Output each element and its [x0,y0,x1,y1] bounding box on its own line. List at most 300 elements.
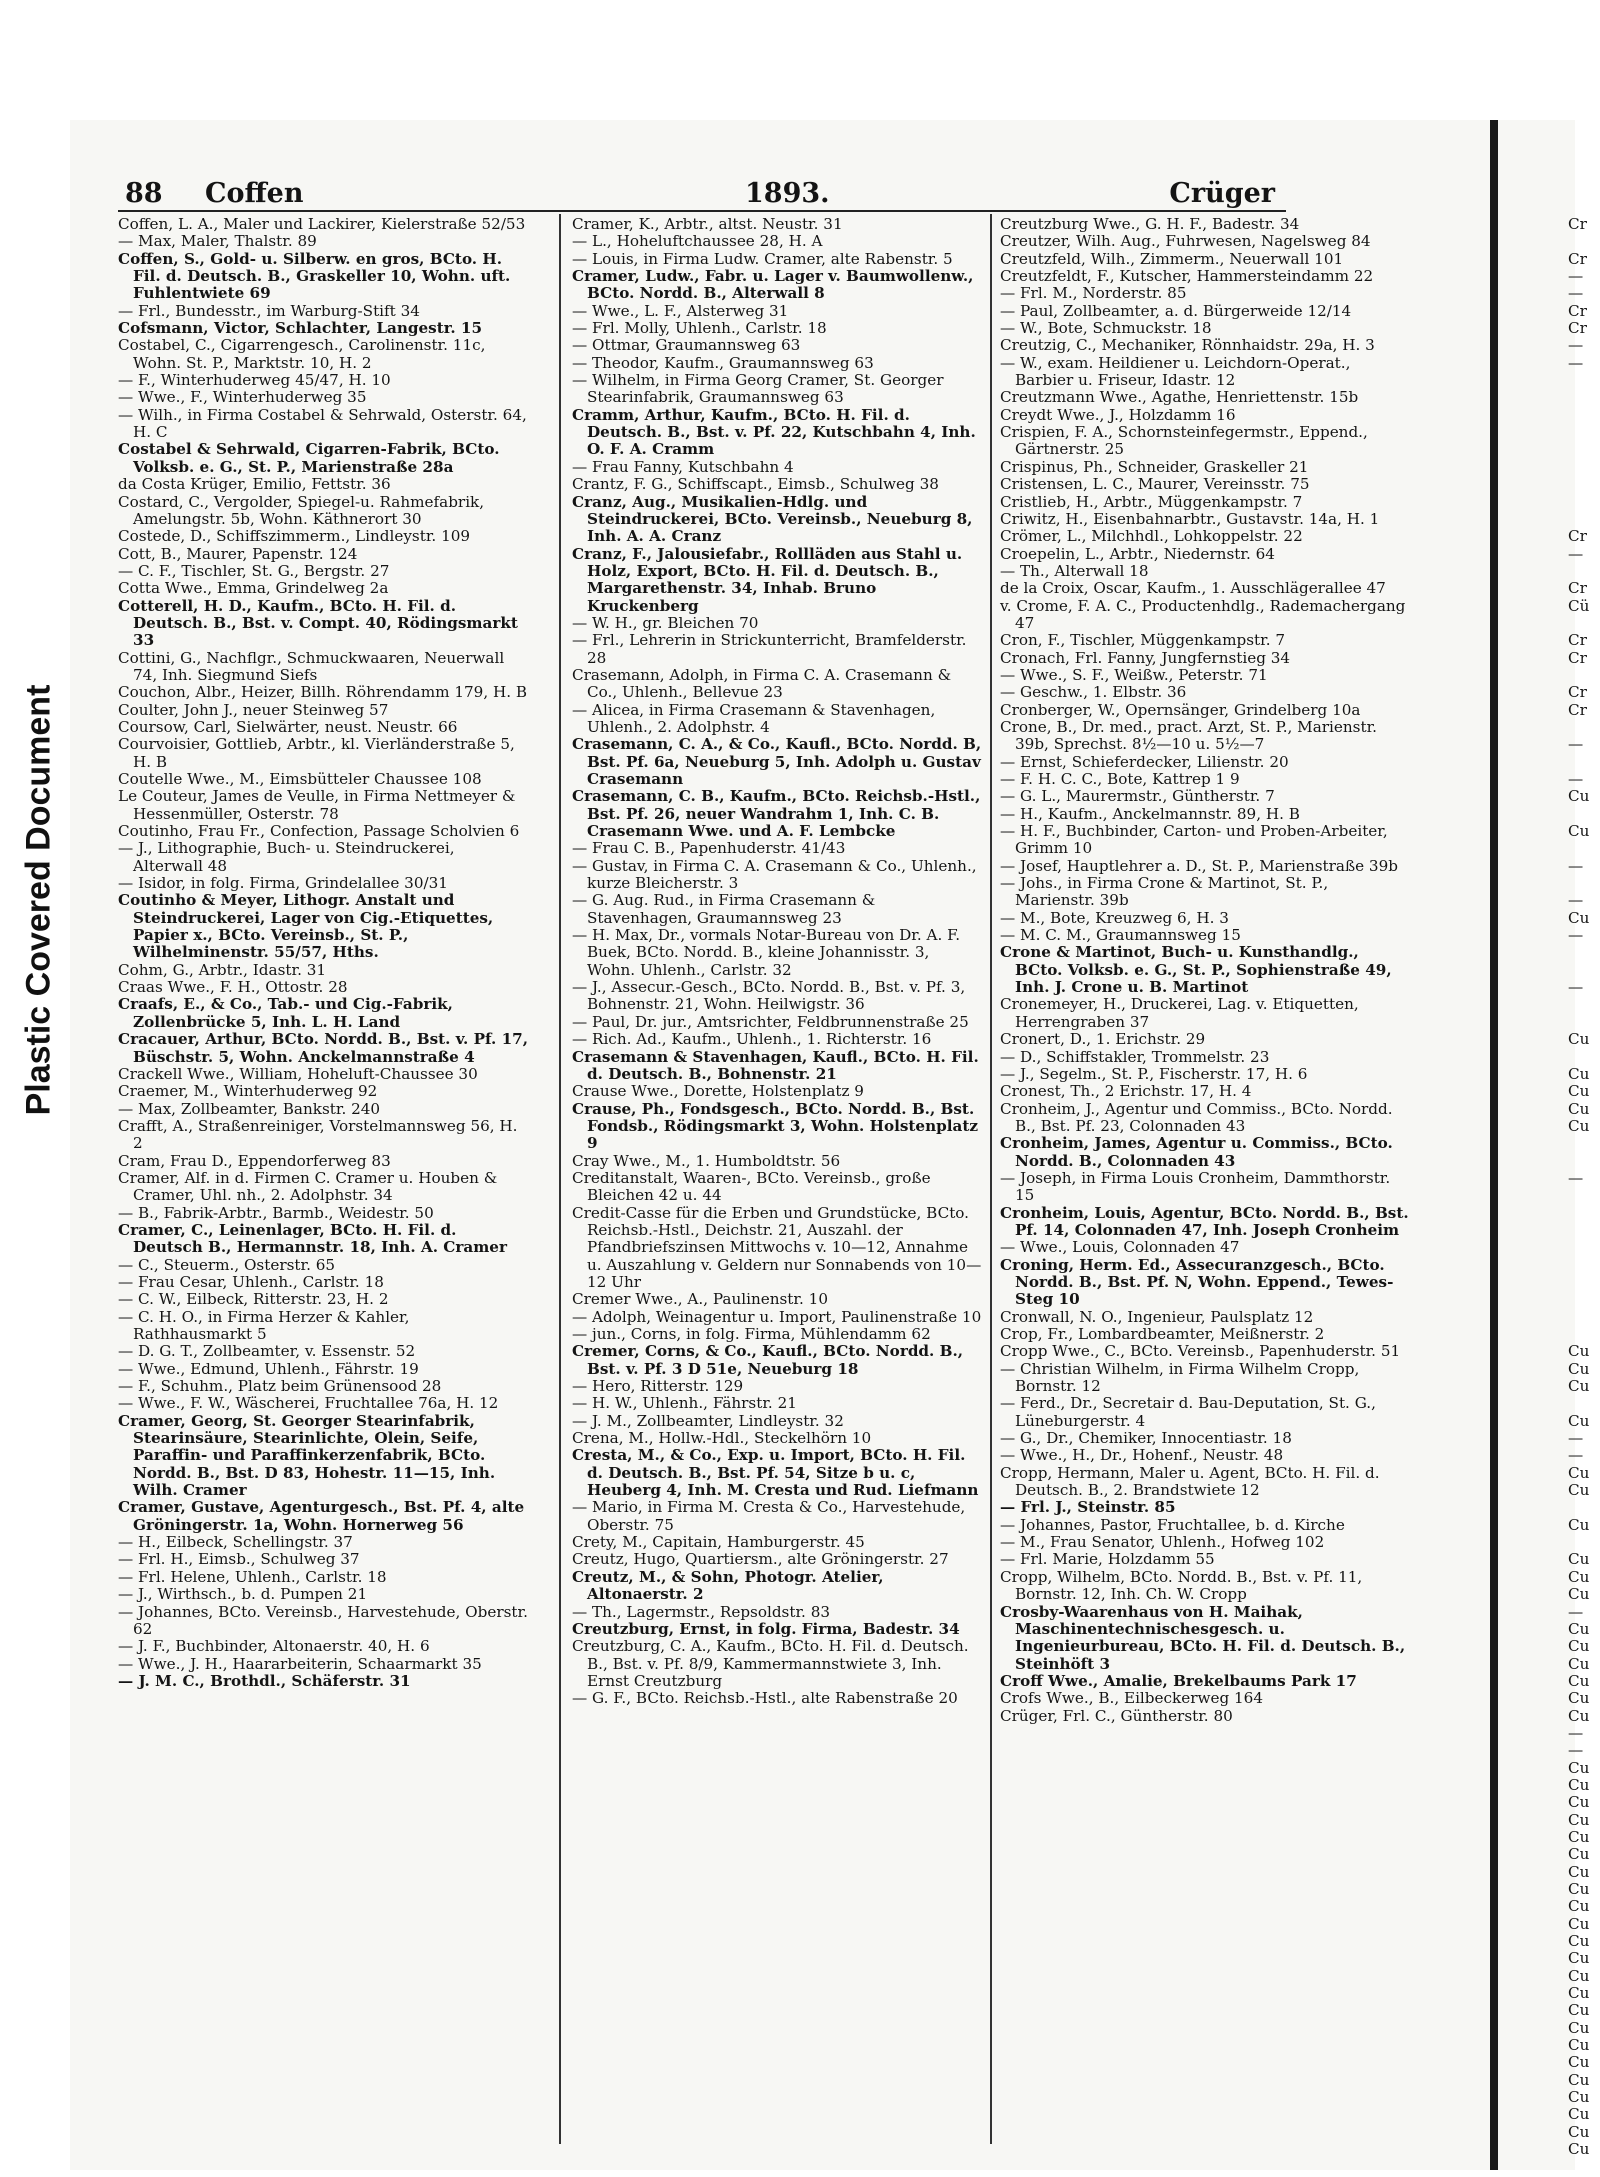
strip-fragment: Cu [1568,1775,1590,1794]
directory-entry: Cronwall, N. O., Ingenieur, Paulsplatz 12 [1000,1307,1314,1326]
strip-fragment: Cu [1568,2053,1590,2072]
strip-fragment: Cu [1568,1411,1590,1430]
strip-fragment [1568,1187,1600,1204]
strip-fragment [1568,962,1600,979]
strip-fragment [1568,1014,1600,1031]
directory-entry: — H. Max, Dr., vormals Notar-Bureau von Dr. A. F. Buek, BCto. Nordd. B., kleine Johannisstr. 3, Wohn. Uhlenh., Carlstr. 32 [572,926,961,979]
directory-entry: Crafft, A., Straßenreiniger, Vorstelmannsweg 56, H. 2 [118,1116,518,1153]
strip-fragment: Cu [1568,1359,1590,1378]
directory-entry: Credit-Casse für die Erben und Grundstücke, BCto. Reichsb.-Hstl., Deichstr. 21, Auszahl. der Pfandbriefszinsen Mittwochs v. 10—12, Annahme u. Auszahlung v. Geldern nur Sonnabends von 10—12 Uhr [572,1203,982,1291]
directory-entry: Le Couteur, James de Veulle, in Firma Nettmeyer & Hessenmüller, Osterstr. 78 [118,787,516,823]
directory-entry: — Wwe., Edmund, Uhlenh., Fährstr. 19 [118,1359,419,1378]
directory-entry: Cron, F., Tischler, Müggenkampstr. 7 [1000,631,1286,650]
directory-entry: Craas Wwe., F. H., Ottostr. 28 [118,978,348,997]
keyword-left: Coffen [205,178,304,209]
strip-fragment: Cr [1568,249,1587,268]
directory-entry: Coulter, John J., neuer Steinweg 57 [118,700,389,719]
directory-entry: Crosby-Waarenhaus von H. Maihak, Maschinentechnischesgesch. u. Ingenieurbureau, BCto. H. Fil. d. Deutsch. B., Steinhöft 3 [1000,1602,1406,1673]
strip-fragment: — [1568,1602,1584,1621]
strip-fragment [1568,667,1600,684]
directory-entry: — D. G. T., Zollbeamter, v. Essenstr. 52 [118,1342,416,1361]
directory-entry: Cramer, Georg, St. Georger Stearinfabrik, Stearinsäure, Stearinlichte, Olein, Seife, Paraffin- und Paraffinkerzenfabrik, BCto. Nordd. B., Bst. D 83, Hohestr. 11—15, Inh. Wilh. Cramer [118,1411,496,1500]
strip-fragment: — [1568,926,1584,945]
directory-entry: Crofs Wwe., B., Eilbeckerweg 164 [1000,1689,1263,1708]
directory-entry: — Adolph, Weinagentur u. Import, Paulinenstraße 10 [572,1307,982,1326]
directory-entry: Cramer, Gustave, Agenturgesch., Bst. Pf. 4, alte Gröningerstr. 1a, Wohn. Hornerweg 56 [118,1498,525,1534]
strip-fragment: Cu [1568,2140,1590,2159]
directory-entry: Cofsmann, Victor, Schlachter, Langestr. 15 [118,319,483,338]
directory-entry: — Theodor, Kaufm., Graumannsweg 63 [572,353,874,372]
directory-entry: Cotta Wwe., Emma, Grindelweg 2a [118,579,389,598]
directory-entry: Creditanstalt, Waaren-, BCto. Vereinsb., große Bleichen 42 u. 44 [572,1168,931,1205]
strip-fragment [1568,424,1600,441]
directory-entry: — Alicea, in Firma Crasemann & Stavenhagen, Uhlenh., 2. Adolphstr. 4 [572,700,936,736]
strip-fragment: — [1568,544,1584,563]
strip-fragment [1568,1049,1600,1066]
strip-fragment: Cr [1568,319,1587,338]
directory-entry: — Johs., in Firma Crone & Martinot, St. P., Marienstr. 39b [1000,874,1329,910]
strip-fragment: Cu [1568,1099,1590,1118]
strip-fragment: Cu [1568,1116,1590,1135]
directory-entry: Cropp, Hermann, Maler u. Agent, BCto. H. Fil. d. Deutsch. B., 2. Brandstwiete 12 [1000,1463,1380,1500]
directory-entry: Coffen, L. A., Maler und Lackirer, Kielerstraße 52/53 [118,215,526,233]
strip-fragment: Cu [1568,2088,1590,2107]
strip-fragment: Cu [1568,1064,1590,1083]
directory-entry: — Frau C. B., Papenhuderstr. 41/43 [572,839,846,858]
directory-entry: — Johannes, BCto. Vereinsb., Harvestehudе, Oberstr. 62 [118,1602,528,1638]
directory-entry: — Frl., Lehrerin in Strickunterricht, Bramfelderstr. 28 [572,631,967,667]
directory-entry: — Frl., Bundesstr., im Warburg-Stift 34 [118,301,420,320]
strip-fragment [1568,1309,1600,1326]
strip-fragment: — [1568,267,1584,286]
strip-fragment: — [1568,1741,1584,1760]
strip-fragment: — [1568,336,1584,355]
directory-entry: Creutz, Hugo, Quartiersm., alte Gröningerstr. 27 [572,1550,949,1569]
strip-fragment: Cu [1568,1481,1590,1500]
strip-fragment [1568,494,1600,511]
directory-entry: Cray Wwe., M., 1. Humboldtstr. 56 [572,1151,841,1170]
directory-entry: — H. F., Buchbinder, Carton- und Proben-Arbeiter, Grimm 10 [1000,822,1388,858]
directory-entry: Creutzer, Wilh. Aug., Fuhrwesen, Nagelsweg 84 [1000,232,1371,251]
strip-fragment [1568,996,1600,1013]
directory-entry: Coffen, S., Gold- u. Silberw. en gros, BCto. H. Fil. d. Deutsch. B., Graskeller 10, Wohn. uft. Fuhlentwiete 69 [118,249,511,303]
strip-fragment: Cr [1568,215,1587,233]
directory-entry: Cohm, G., Arbtr., Idastr. 31 [118,960,327,979]
directory-entry: — Paul, Zollbeamter, a. d. Bürgerweide 12/14 [1000,301,1352,320]
strip-fragment: — [1568,735,1584,754]
strip-fragment [1568,441,1600,458]
strip-fragment: Cu [1568,2036,1590,2055]
directory-entry: Creutz, M., & Sohn, Photogr. Atelier, Altonaerstr. 2 [572,1567,884,1604]
directory-entry: Cremer, Corns, & Co., Kaufl., BCto. Nordd. B., Bst. v. Pf. 3 D 51e, Neueburg 18 [572,1342,964,1378]
strip-fragment [1568,459,1600,476]
directory-entry: Crantz, F. G., Schiffscapt., Eimsb., Schulweg 38 [572,475,939,494]
page-number: 88 [125,178,163,209]
directory-entry: — Rich. Ad., Kaufm., Uhlenh., 1. Richterstr. 16 [572,1030,932,1049]
strip-fragment [1568,1534,1600,1551]
directory-entry: Cristlieb, H., Arbtr., Müggenkampstr. 7 [1000,492,1303,511]
strip-fragment: Cu [1568,1827,1590,1846]
strip-fragment: Cr [1568,683,1587,702]
directory-entry: Croning, Herm. Ed., Assecuranzgesch., BCto. Nordd. B., Bst. Pf. N, Wohn. Eppend., Tewes-Steg 10 [1000,1255,1394,1309]
directory-entry: Cramer, Ludw., Fabr. u. Lager v. Baumwollenw., BCto. Nordd. B., Alterwall 8 [572,267,974,303]
directory-entry: Creutzmann Wwe., Agathe, Henriettenstr. 15b [1000,388,1359,407]
directory-entry: — Th., Lagermstr., Repsoldstr. 83 [572,1602,831,1621]
directory-entry: Cottini, G., Nachflgr., Schmuckwaaren, Neuerwall 74, Inh. Siegmund Siefs [118,648,505,684]
directory-entry: — Gustav, in Firma C. A. Crasemann & Co., Uhlenh., kurze Bleicherstr. 3 [572,856,977,893]
directory-entry: Couchon, Albr., Heizer, Billh. Röhrendamm 179, H. B [118,683,528,702]
strip-fragment [1568,1135,1600,1152]
strip-fragment: Cr [1568,648,1587,667]
directory-entry: — G. L., Maurermstr., Güntherstr. 7 [1000,787,1275,806]
directory-entry: — Max, Zollbeamter, Bankstr. 240 [118,1099,381,1118]
strip-fragment: Cu [1568,1082,1590,1101]
strip-fragment [1568,1499,1600,1516]
page-header [125,178,1275,208]
column-separator [559,214,561,2144]
directory-entry: Cramer, C., Leinenlager, BCto. H. Fil. d. Deutsch B., Hermannstr. 18, Inh. A. Cramer [118,1220,507,1257]
strip-fragment [1568,1326,1600,1343]
directory-entry: Crop, Fr., Lombardbeamter, Meißnerstr. 2 [1000,1325,1325,1343]
directory-entry: — H., Eilbeck, Schellingstr. 37 [118,1533,353,1552]
directory-entry: Cronheim, Louis, Agentur, BCto. Nordd. B., Bst. Pf. 14, Colonnaden 47, Inh. Joseph Cronheim [1000,1203,1409,1239]
strip-fragment: — [1568,891,1584,910]
directory-entry: Cronberger, W., Opernsänger, Grindelberg 10a [1000,700,1361,719]
strip-fragment: Cu [1568,1550,1590,1569]
directory-entry: Costabel, C., Cigarrengesch., Carolinenstr. 11c, Wohn. St. P., Marktstr. 10, H. 2 [118,336,486,372]
column-3 [1000,216,1410,2146]
directory-entry: — Hero, Ritterstr. 129 [572,1377,744,1396]
directory-entry: — W. H., gr. Bleichen 70 [572,613,759,632]
directory-entry: Crispien, F. A., Schornsteinfegermstr., Eppend., Gärtnerstr. 25 [1000,423,1368,459]
strip-fragment: Cu [1568,2122,1590,2141]
sidebar-label [14,640,64,1160]
strip-fragment: Cr [1568,301,1587,320]
strip-fragment: Cu [1568,1862,1590,1881]
strip-fragment: Cr [1568,579,1587,598]
strip-fragment: Cu [1568,2001,1590,2020]
directory-entry: — C., Steuerm., Osterstr. 65 [118,1255,336,1274]
directory-entry: Cristensen, L. C., Maurer, Vereinsstr. 75 [1000,475,1310,494]
directory-entry: — J. F., Buchbinder, Altonaerstr. 40, H. 6 [118,1637,430,1656]
directory-entry: Cronemeyer, H., Druckerei, Lag. v. Etiquetten, Herrengraben 37 [1000,995,1359,1031]
directory-entry: Cresta, M., & Co., Exp. u. Import, BCto. H. Fil. d. Deutsch. B., Bst. Pf. 54, Sitze b u. c, Heuberg 4, Inh. M. Cresta und Rud. Liefmann [572,1446,979,1500]
strip-fragment: Cu [1568,1914,1590,1933]
column-1 [118,216,528,2146]
strip-fragment: Cu [1568,1880,1590,1898]
year: 1893. [745,178,830,209]
strip-fragment [1568,1153,1600,1170]
directory-entry: — G., Dr., Chemiker, Innocentiastr. 18 [1000,1429,1292,1448]
directory-entry: Cremer Wwe., A., Paulinenstr. 10 [572,1290,828,1309]
strip-fragment [1568,407,1600,424]
directory-entry: — Geschw., 1. Elbstr. 36 [1000,683,1187,702]
strip-fragment: Cr [1568,700,1587,719]
directory-entry: — Ferd., Dr., Secretair d. Bau-Deputation, St. G., Lüneburgerstr. 4 [1000,1394,1376,1430]
strip-fragment: Cu [1568,1567,1590,1586]
directory-entry: Crackell Wwe., William, Hoheluft-Chaussee 30 [118,1064,478,1083]
directory-entry: — Christian Wilhelm, in Firma Wilhelm Cropp, Bornstr. 12 [1000,1359,1360,1396]
strip-fragment [1568,1222,1600,1239]
strip-fragment: Cu [1568,1966,1590,1985]
strip-fragment: Cu [1568,908,1590,927]
directory-entry: — Joseph, in Firma Louis Cronheim, Dammthorstr. 15 [1000,1168,1391,1205]
directory-entry: — Mario, in Firma M. Cresta & Co., Harvestehude, Oberstr. 75 [572,1498,966,1534]
directory-entry: — J., Segelm., St. P., Fischerstr. 17, H. 6 [1000,1064,1308,1083]
directory-entry: Crüger, Frl. C., Güntherstr. 80 [1000,1706,1233,1725]
strip-fragment: Cu [1568,1949,1590,1968]
directory-entry: — Frau Fanny, Kutschbahn 4 [572,457,794,476]
directory-entry: Costabel & Sehrwald, Cigarren-Fabrik, BCto. Volksb. e. G., St. P., Marienstraße 28a [118,440,500,476]
directory-entry: — Wwe., H., Dr., Hohenf., Neustr. 48 [1000,1446,1284,1465]
strip-fragment: Cu [1568,1897,1590,1916]
directory-entry: — W., Bote, Schmuckstr. 18 [1000,319,1212,338]
strip-fragment: Cu [1568,2018,1590,2037]
directory-entry: Cropp, Wilhelm, BCto. Nordd. B., Bst. v. Pf. 11, Bornstr. 12, Inh. Ch. W. Cropp [1000,1567,1363,1604]
directory-entry: — J., Wirthsch., b. d. Pumpen 21 [118,1585,368,1604]
strip-fragment: Cu [1568,1377,1590,1396]
page-edge [1490,120,1498,2170]
directory-entry: — Wwe., F., Winterhuderweg 35 [118,388,367,407]
directory-entry: — H., Kaufm., Anckelmannstr. 89, H. B [1000,804,1300,823]
strip-fragment: Cu [1568,1793,1590,1812]
strip-fragment [1568,615,1600,632]
strip-fragment [1568,719,1600,736]
directory-entry: — B., Fabrik-Arbtr., Barmb., Weidestr. 50 [118,1203,434,1222]
directory-entry: Crone & Martinot, Buch- u. Kunsthandlg., BCto. Volksb. e. G., St. P., Sophienstraße 49, Inh. J. Crone u. B. Martinot [1000,943,1392,997]
directory-entry: — M., Bote, Kreuzweg 6, H. 3 [1000,908,1229,927]
directory-entry: Creutzburg, C. A., Kaufm., BCto. H. Fil. d. Deutsch. B., Bst. v. Pf. 8/9, Kammermannstwiete 3, Inh. Ernst Creutzburg [572,1637,969,1690]
directory-entry: — Frl. Molly, Uhlenh., Carlstr. 18 [572,319,827,338]
strip-fragment: — [1568,1446,1584,1465]
strip-fragment [1568,806,1600,823]
strip-fragment: Cu [1568,1758,1590,1777]
strip-fragment: Cu [1568,1342,1590,1361]
strip-fragment: Cu [1568,1984,1590,2003]
strip-fragment: Cu [1568,787,1590,806]
directory-entry: — F., Winterhuderweg 45/47, H. 10 [118,371,391,390]
directory-entry: Crasemann, C. A., & Co., Kaufl., BCto. Nordd. B, Bst. Pf. 6a, Neueburg 5, Inh. Adolph u. Gustav Crasemann [572,735,982,788]
directory-entry: — Wilh., in Firma Costabel & Sehrwald, Osterstr. 64, H. C [118,405,527,442]
directory-entry: Creutzfeldt, F., Kutscher, Hammersteindamm 22 [1000,267,1374,286]
directory-entry: Criwitz, H., Eisenbahnarbtr., Gustavstr. 14a, H. 1 [1000,509,1380,528]
strip-fragment [1568,389,1600,406]
directory-entry: — Paul, Dr. jur., Amtsrichter, Feldbrunnenstraße 25 [572,1012,969,1031]
strip-fragment: — [1568,353,1584,372]
directory-entry: — Wilhelm, in Firma Georg Cramer, St. Georger Stearinfabrik, Graumannsweg 63 [572,371,944,407]
directory-entry: — Max, Maler, Thalstr. 89 [118,232,317,251]
directory-entry: — G. F., BCto. Reichsb.-Hstl., alte Rabenstraße 20 [572,1689,958,1708]
directory-entry: — Frl. J., Steinstr. 85 [1000,1498,1176,1517]
directory-entry: — F., Schuhm., Platz beim Grünensood 28 [118,1377,442,1396]
directory-entry: Cracauer, Arthur, BCto. Nordd. B., Bst. v. Pf. 17, Büschstr. 5, Wohn. Anckelmannstraße 4 [118,1030,528,1066]
directory-entry: — Wwe., S. F., Weißw., Peterstr. 71 [1000,665,1268,684]
directory-entry: — Wwe., J. H., Haararbeiterin, Schaarmarkt 35 [118,1654,482,1673]
directory-entry: Coutinho, Frau Fr., Confection, Passage Scholvien 6 [118,822,520,841]
strip-fragment [1568,875,1600,892]
directory-entry: Crasemann & Stavenhagen, Kaufl., BCto. H. Fil. d. Deutsch. B., Bohnenstr. 21 [572,1047,979,1083]
strip-fragment: Cu [1568,1810,1590,1829]
keyword-right: Crüger [1169,178,1275,209]
directory-entry: Coutinho & Meyer, Lithogr. Anstalt und Steindruckerei, Lager von Cig.-Etiquettes, Papier x., BCto. Vereinsb., St. P., Wilhelminenstr. 55/57, Hths. [118,891,494,962]
strip-fragment: Cu [1568,1845,1590,1864]
strip-fragment: Cu [1568,2105,1590,2124]
directory-entry: Cranz, Aug., Musikalien-Hdlg. und Steindruckerei, BCto. Vereinsb., Neueburg 8, Inh. A. A. Cranz [572,492,973,546]
strip-fragment: Cu [1568,1515,1590,1534]
strip-fragment: Cu [1568,1585,1590,1604]
directory-entry: — Frl. Marie, Holzdamm 55 [1000,1550,1215,1569]
directory-entry: Courvoisier, Gottlieb, Arbtr., kl. Vierländerstraße 5, H. B [118,735,515,771]
directory-entry: Cronheim, James, Agentur u. Commiss., BCto. Nordd. B., Colonnaden 43 [1000,1134,1393,1170]
column-separator [990,214,992,2144]
directory-entry: — Josef, Hauptlehrer a. D., St. P., Marienstraße 39b [1000,856,1398,875]
directory-entry: Cram, Frau D., Eppendorferweg 83 [118,1151,391,1170]
directory-entry: Coutelle Wwe., M., Eimsbütteler Chaussee 108 [118,770,482,788]
directory-entry: — J. M., Zollbeamter, Lindleystr. 32 [572,1411,844,1430]
strip-fragment: Cü [1568,596,1590,615]
strip-fragment [1568,754,1600,771]
directory-entry: Craemer, M., Winterhuderweg 92 [118,1082,378,1101]
directory-entry: — Ottmar, Graumannsweg 63 [572,336,801,355]
strip-fragment: Cr [1568,631,1587,650]
directory-entry: Crena, M., Hollw.-Hdl., Steckelhörn 10 [572,1429,872,1448]
directory-entry: — C. F., Tischler, St. G., Bergstr. 27 [118,561,390,580]
strip-fragment: — [1568,1723,1584,1742]
strip-fragment [1568,1239,1600,1256]
directory-entry: Cranz, F., Jalousiefabr., Rollläden aus Stahl u. Holz, Export, BCto. H. Fil. d. Deutsch. B., Margarethenstr. 34, Inhab. Bruno Kruckenberg [572,544,963,615]
strip-fragment [1568,1274,1600,1291]
strip-fragment: — [1568,1168,1584,1187]
directory-entry: Craafs, E., & Co., Tab.- und Cig.-Fabrik, Zollenbrücke 5, Inh. L. H. Land [118,995,453,1031]
strip-fragment [1568,944,1600,961]
directory-entry: — F. H. C. C., Bote, Kattrep 1 9 [1000,770,1240,788]
directory-entry: Cott, B., Maurer, Papenstr. 124 [118,544,358,563]
directory-entry: — Wwe., L. F., Alsterweg 31 [572,301,789,320]
directory-entry: Creydt Wwe., J., Holzdamm 16 [1000,405,1236,424]
directory-entry: — Wwe., Louis, Colonnaden 47 [1000,1238,1240,1257]
strip-fragment: Cu [1568,1654,1590,1673]
strip-fragment [1568,1257,1600,1274]
strip-fragment [1568,840,1600,857]
directory-entry: Croff Wwe., Amalie, Brekelbaums Park 17 [1000,1671,1357,1690]
strip-fragment: Cu [1568,1463,1590,1482]
column-2 [572,216,982,2146]
directory-entry: Creutzfeld, Wilh., Zimmerm., Neuerwall 101 [1000,249,1344,268]
strip-fragment: — [1568,284,1584,303]
strip-fragment: Cu [1568,1671,1590,1690]
directory-entry: Crömer, L., Milchhdl., Lohkoppelstr. 22 [1000,527,1303,546]
strip-fragment: Cu [1568,1706,1590,1725]
directory-entry: — G. Aug. Rud., in Firma Crasemann & Stavenhagen, Graumannsweg 23 [572,891,876,927]
strip-fragment [1568,563,1600,580]
directory-entry: — D., Schiffstakler, Trommelstr. 23 [1000,1047,1270,1066]
strip-fragment: Cr [1568,527,1587,546]
directory-entry: Crispinus, Ph., Schneider, Graskeller 21 [1000,457,1309,476]
directory-entry: Crety, M., Capitain, Hamburgerstr. 45 [572,1533,865,1552]
directory-entry: Cropp Wwe., C., BCto. Vereinsb., Papenhuderstr. 51 [1000,1342,1401,1361]
directory-entry: — Louis, in Firma Ludw. Cramer, alte Rabenstr. 5 [572,249,953,268]
directory-entry: Cronheim, J., Agentur und Commiss., BCto. Nordd. B., Bst. Pf. 23, Colonnaden 43 [1000,1099,1393,1135]
directory-entry: — J., Assecur.-Gesch., BCto. Nordd. B., Bst. v. Pf. 3, Bohnenstr. 21, Wohn. Heilwigstr. 36 [572,978,966,1014]
strip-fragment: Cu [1568,1689,1590,1708]
directory-entry: — M., Frau Senator, Uhlenh., Hofweg 102 [1000,1533,1325,1552]
directory-entry: — Frl. H., Eimsb., Schulweg 37 [118,1550,360,1569]
directory-entry: — J., Lithographie, Buch- u. Steindruckerei, Alterwall 48 [118,839,455,875]
directory-entry: Cramer, K., Arbtr., altst. Neustr. 31 [572,215,843,233]
directory-entry: Crasemann, Adolph, in Firma C. A. Crasemann & Co., Uhlenh., Bellevue 23 [572,665,952,702]
directory-entry: Costede, D., Schiffszimmerm., Lindleystr. 109 [118,527,471,546]
directory-entry: Cronest, Th., 2 Erichstr. 17, H. 4 [1000,1082,1252,1101]
directory-entry: Crasemann, C. B., Kaufm., BCto. Reichsb.-Hstl., Bst. Pf. 26, neuer Wandrahm 1, Inh. C. B. Crasemann Wwe. und A. F. Lembcke [572,787,981,841]
strip-fragment: — [1568,978,1584,997]
header-rule [118,210,1286,212]
directory-entry: Cronert, D., 1. Erichstr. 29 [1000,1030,1206,1049]
directory-entry: Crause Wwe., Dorette, Holstenplatz 9 [572,1082,864,1101]
directory-entry: — J. M. C., Brothdl., Schäferstr. 31 [118,1671,411,1690]
strip-fragment: Cu [1568,822,1590,841]
directory-entry: Cramm, Arthur, Kaufm., BCto. H. Fil. d. Deutsch. B., Bst. v. Pf. 22, Kutschbahn 4, Inh. O. F. A. Cramm [572,405,976,459]
directory-entry: Creutzburg, Ernst, in folg. Firma, Badestr. 34 [572,1619,960,1638]
strip-fragment [1568,1205,1600,1222]
directory-entry: — M. C. M., Graumannsweg 15 [1000,926,1241,945]
directory-entry: — Johannes, Pastor, Fruchtallee, b. d. Kirche [1000,1515,1345,1534]
strip-fragment: Cu [1568,1619,1590,1638]
directory-entry: Creutzburg Wwe., G. H. F., Badestr. 34 [1000,215,1300,233]
directory-entry: v. Crome, F. A. C., Productenhdlg., Rademachergang 47 [1000,596,1406,632]
directory-entry: — Wwe., F. W., Wäscherei, Fruchtallee 76a, H. 12 [118,1394,499,1413]
directory-entry: — W., exam. Heildiener u. Leichdorn-Operat., Barbier u. Friseur, Idastr. 12 [1000,353,1351,390]
directory-entry: — Ernst, Schieferdecker, Lilienstr. 20 [1000,752,1289,771]
directory-entry: Crone, B., Dr. med., pract. Arzt, St. P., Marienstr. 39b, Sprechst. 8½—10 u. 5½—7 [1000,717,1377,754]
directory-entry: — C. W., Eilbeck, Ritterstr. 23, H. 2 [118,1290,389,1309]
directory-entry: Costard, C., Vergolder, Spiegel-u. Rahmefabrik, Amelungstr. 5b, Wohn. Käthnerort 30 [118,492,485,528]
strip-fragment: Cu [1568,1637,1590,1656]
directory-entry: Coursow, Carl, Sielwärter, neust. Neustr. 66 [118,717,458,736]
directory-entry: — Isidor, in folg. Firma, Grindelallee 30/31 [118,874,448,893]
directory-entry: Creutzig, C., Mechaniker, Rönnhaidstr. 29a, H. 3 [1000,336,1375,355]
strip-fragment [1568,511,1600,528]
directory-entry: Crause, Ph., Fondsgesch., BCto. Nordd. B., Bst. Fondsb., Rödingsmarkt 3, Wohn. Holstenplatz 9 [572,1099,979,1153]
strip-fragment: Cu [1568,1030,1590,1049]
strip-fragment [1568,1291,1600,1308]
strip-fragment [1568,1395,1600,1412]
strip-fragment: — [1568,856,1584,875]
directory-entry: Cotterell, H. D., Kaufm., BCto. H. Fil. d. Deutsch. B., Bst. v. Compt. 40, Rödingsmarkt 33 [118,596,518,650]
directory-entry: — L., Hoheluftchaussee 28, H. A [572,232,823,251]
strip-fragment [1568,476,1600,493]
strip-fragment: Cu [1568,1932,1590,1951]
strip-fragment: — [1568,1429,1584,1448]
sidebar-label-text: Plastic Covered Document [19,684,58,1116]
directory-entry: Cramer, Alf. in d. Firmen C. Cramer u. Houben & Cramer, Uhl. nh., 2. Adolphstr. 34 [118,1168,498,1205]
directory-entry: — jun., Corns, in folg. Firma, Mühlendamm 62 [572,1325,931,1343]
directory-entry: da Costa Krüger, Emilio, Fettstr. 36 [118,475,391,494]
directory-entry: — H. W., Uhlenh., Fährstr. 21 [572,1394,797,1413]
directory-entry: Croepelin, L., Arbtr., Niedernstr. 64 [1000,544,1275,563]
strip-fragment [1568,233,1600,250]
directory-entry: — Frl. Helene, Uhlenh., Carlstr. 18 [118,1567,387,1586]
strip-fragment: Cu [1568,2070,1590,2089]
directory-entry: — Frl. M., Norderstr. 85 [1000,284,1187,303]
next-page-strip [1568,215,1600,2159]
directory-entry: — Th., Alterwall 18 [1000,561,1149,580]
strip-fragment: — [1568,770,1584,788]
directory-entry: Cronach, Frl. Fanny, Jungfernstieg 34 [1000,648,1291,667]
directory-entry: — C. H. O., in Firma Herzer & Kahler, Rathhausmarkt 5 [118,1307,410,1343]
directory-entry: — Frau Cesar, Uhlenh., Carlstr. 18 [118,1272,384,1291]
directory-entry: de la Croix, Oscar, Kaufm., 1. Ausschlägerallee 47 [1000,579,1386,598]
strip-fragment [1568,372,1600,389]
